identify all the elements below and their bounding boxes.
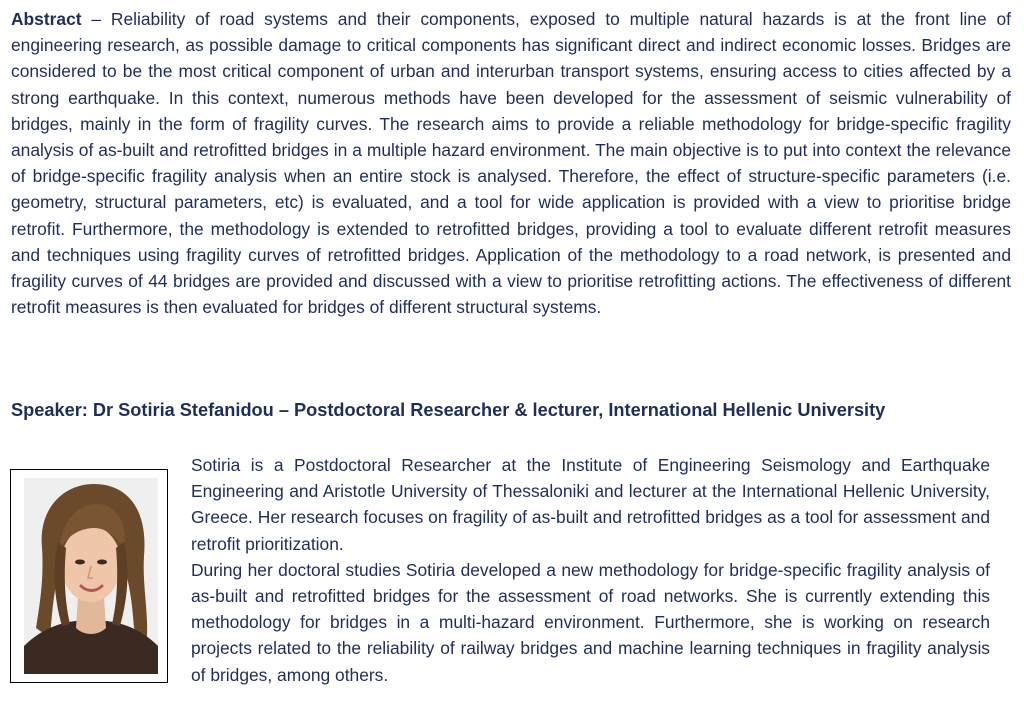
speaker-photo-frame xyxy=(10,469,168,683)
speaker-heading: Speaker: Dr Sotiria Stefanidou – Postdoctoral Researcher & lecturer, International Hellenic University xyxy=(11,400,886,420)
speaker-bio xyxy=(191,452,990,688)
speaker-photo xyxy=(24,478,158,674)
bio-paragraph-2: During her doctoral studies Sotiria developed a new methodology for bridge-specific fragility analysis of as-built and retrofitted bridges for the assessment of road networks. She is currently extending this methodology for bridges in a multi-hazard environment. Furthermore, she is working on research projects related to the reliability of railway bridges and machine learning techniques in fragility analysis of bridges, among others. xyxy=(191,559,990,685)
abstract-label: Abstract xyxy=(11,9,82,29)
abstract-paragraph xyxy=(11,6,1011,320)
bio-paragraph-1: Sotiria is a Postdoctoral Researcher at the Institute of Engineering Seismology and Earthquake Engineering and Aristotle University of Thessaloniki and lecturer at the International Hellenic University, Greece. Her research focuses on fragility of as-built and retrofitted bridges as a tool for assessment and retrofit prioritization. xyxy=(191,455,990,554)
abstract-text: – Reliability of road systems and their components, exposed to multiple natural hazards is at the front line of engineering research, as possible damage to critical components has significant direct and indirect economic losses. Bridges are considered to be the most critical component of urban and interurban transport systems, ensuring access to cities affected by a strong earthquake. In this context, numerous methods have been developed for the assessment of seismic vulnerability of bridges, mainly in the form of fragility curves. The research aims to provide a reliable methodology for bridge-specific fragility analysis of as-built and retrofitted bridges in a multiple hazard environment. The main objective is to put into context the relevance of bridge-specific fragility analysis when an entire stock is analysed. Therefore, the effect of structure-specific parameters (i.e. geometry, structural parameters, etc) is evaluated, and a tool for wide application is provided with a view to prioritise bridge retrofit. Furthermore, the methodology is extended to retrofitted bridges, providing a tool to evaluate different retrofit measures and techniques using fragility curves of retrofitted bridges. Application of the methodology to a road network, is presented and fragility curves of 44 bridges are provided and discussed with a view to prioritise retrofitting actions. The effectiveness of different retrofit measures is then evaluated for bridges of different structural systems. xyxy=(11,9,1011,318)
